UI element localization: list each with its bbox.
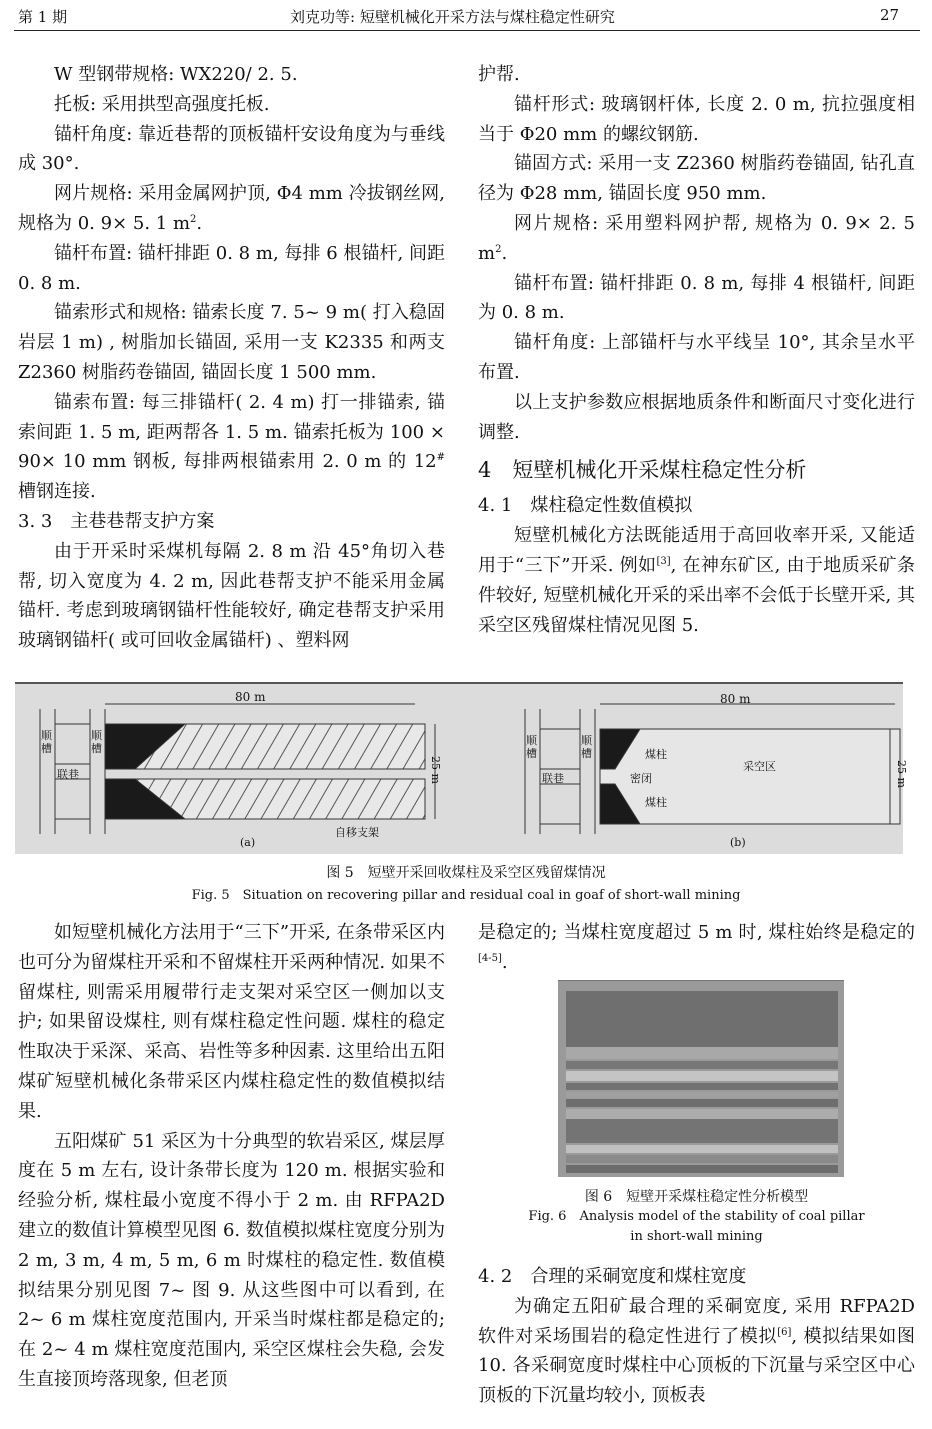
paragraph: 五阳煤矿 51 采区为十分典型的软岩采区, 煤层厚度在 5 m 左右, 设计条带长度为 120 m. 根据实验和经验分析, 煤柱最小宽度不得小于 2 m. 由 RFPA2D 建立的数值计算模型见图 6. 数值模拟煤柱宽度分别为 2 m, 3 m, 4 m, 5 m, 6 m 时煤柱的稳定性. 数值模拟结果分别见图 7~ 图 9. 从这些图中可以看到, 在 2~ 6 m 煤柱宽度范围内, 开采当时煤柱都是稳定的; 在 2~ 4 m 煤柱宽度范围内, 采空区煤柱会失稳, 会发生直接顶垮落现象, 但老顶	[18, 1130, 445, 1390]
paragraph	[18, 388, 445, 507]
paragraph: 护帮.	[478, 64, 520, 85]
paragraph: 由于开采时采煤机每隔 2. 8 m 沿 45°角切入巷帮, 切入宽度为 4. 2 m, 因此巷帮支护不能采用金属锚杆. 考虑到玻璃钢锚杆性能较好, 确定巷帮支护采用玻璃钢锚杆( 或可回收金属锚杆) 、塑料网	[18, 540, 445, 652]
text: 是稳定的; 当煤柱宽度超过 5 m 时, 煤柱始终是稳定的	[478, 922, 915, 943]
issue-number: 第 1 期	[18, 8, 68, 26]
superscript: 2	[495, 243, 502, 255]
section-heading-3-3: 3. 3 主巷巷帮支护方案	[18, 510, 215, 532]
paragraph: 锚杆布置: 锚杆排距 0. 8 m, 每排 4 根锚杆, 间距为 0. 8 m.	[478, 272, 915, 324]
superscript: #	[436, 452, 445, 464]
citation: [6]	[777, 1326, 792, 1338]
paragraph: 托板: 采用拱型高强度托板.	[54, 93, 270, 115]
pillar-label: 煤柱	[645, 796, 667, 809]
right-column-bottom-a	[478, 918, 915, 978]
paragraph: 锚固方式: 采用一支 Z2360 树脂药卷锚固, 钻孔直径为 Φ28 mm, 锚固长度 950 mm.	[478, 153, 915, 205]
figure-5-caption-cn: 图 5 短壁开采回收煤柱及采空区残留煤情况	[326, 865, 606, 881]
paragraph: 锚杆角度: 靠近巷帮的顶板锚杆安设角度为与垂线成 30°.	[18, 123, 445, 175]
paragraph	[478, 1292, 915, 1411]
pillar-label: 煤柱	[645, 748, 667, 761]
paragraph	[478, 918, 915, 978]
gateway-label: 顺槽	[526, 734, 537, 760]
subfigure-a-label: (a)	[240, 836, 256, 849]
right-column-bottom-b	[478, 1262, 915, 1411]
diagram-a	[40, 704, 435, 834]
figure-5-caption-en: Fig. 5 Situation on recovering pillar and residual coal in goaf of short-wall mining	[191, 888, 741, 903]
section-heading-4-2: 4. 2 合理的采硐宽度和煤柱宽度	[478, 1266, 747, 1287]
section-heading-4: 4 短壁机械化开采煤柱稳定性分析	[478, 458, 807, 483]
left-column-bottom	[18, 918, 445, 1395]
support-label: 自移支架	[335, 826, 379, 839]
crossway-label: 联巷	[57, 768, 79, 781]
text: .	[501, 951, 508, 973]
paragraph: 以上支护参数应根据地质条件和断面尺寸变化进行调整.	[478, 391, 915, 443]
text: 为确定五阳矿最合理的采硐宽度, 采用 RFPA2D 软件对采场围岩的稳定性进行了模拟	[478, 1295, 915, 1347]
running-title: 刘克功等: 短壁机械化开采方法与煤柱稳定性研究	[290, 8, 615, 26]
paragraph: W 型钢带规格: WX220/ 2. 5.	[54, 64, 298, 85]
width-label-a: 80 m	[235, 690, 266, 704]
figure-6-caption-cn: 图 6 短壁开采煤柱稳定性分析模型	[584, 1189, 809, 1205]
paragraph	[18, 179, 445, 239]
paragraph	[478, 209, 915, 269]
figure-6-caption-en: Fig. 6 Analysis model of the stability of coal pillar	[528, 1209, 865, 1224]
figure-6-caption	[478, 1187, 915, 1247]
paragraph: 锚杆布置: 锚杆排距 0. 8 m, 每排 6 根锚杆, 间距 0. 8 m.	[18, 242, 445, 294]
figure-6-model-image	[558, 980, 844, 1177]
figure-5	[15, 682, 908, 854]
seal-label: 密闭	[630, 772, 652, 785]
height-label-b: 25 m	[895, 760, 908, 788]
superscript: 2	[190, 213, 197, 225]
diagram-b	[525, 704, 900, 834]
subfigure-b-label: (b)	[730, 836, 746, 849]
width-label-b: 80 m	[720, 692, 751, 706]
citation: [3]	[656, 555, 671, 567]
paragraph	[478, 521, 915, 640]
page-number: 27	[880, 6, 900, 24]
citation: [4-5]	[478, 952, 502, 964]
text: 锚索布置: 每三排锚杆( 2. 4 m) 打一排锚索, 锚索间距 1. 5 m, 距两帮各 1. 5 m. 锚索托板为 100 × 90× 10 mm 钢板, 每排两根锚索用 2. 0 m 的 12	[18, 391, 445, 473]
goaf-label: 采空区	[743, 760, 776, 773]
figure-6-strata	[558, 981, 844, 1177]
gateway-label: 顺槽	[91, 729, 102, 755]
text: , 模拟结果如图 10. 各采硐宽度时煤柱中心顶板的下沉量与采空区中心顶板的下沉量均较小, 顶板表	[478, 1325, 915, 1407]
paragraph: 如短壁机械化方法用于“三下”开采, 在条带采区内也可分为留煤柱开采和不留煤柱开采两种情况. 如果不留煤柱, 则需采用履带行走支架对采空区一侧加以支护; 如果留设煤柱, 则有煤柱稳定性问题. 煤柱的稳定性取决于采深、采高、岩性等多种因素. 这里给出五阳煤矿短壁机械化条带采区内煤柱稳定性的数值模拟结果.	[18, 922, 445, 1122]
figure-6-caption-en: in short-wall mining	[630, 1229, 763, 1244]
gateway-label: 顺槽	[581, 734, 592, 760]
text: .	[196, 212, 203, 234]
text: 网片规格: 采用塑料网护帮, 规格为 0. 9× 2. 5 m	[478, 212, 915, 264]
header-rule	[14, 30, 920, 31]
text: 短壁机械化方法既能适用于高回收率开采, 又能适用于“三下”开采. 例如	[478, 525, 915, 576]
text: 网片规格: 采用金属网护顶, Φ4 mm 冷拔钢丝网, 规格为 0. 9× 5. 1 m	[18, 183, 445, 234]
paragraph: 锚杆形式: 玻璃钢杆体, 长度 2. 0 m, 抗拉强度相当于 Φ20 mm 的螺纹钢筋.	[478, 93, 915, 145]
paragraph: 锚索形式和规格: 锚索长度 7. 5~ 9 m( 打入稳固岩层 1 m) , 树脂加长锚固, 采用一支 K2335 和两支 Z2360 树脂药卷锚固, 锚固长度 1 500 mm.	[18, 302, 445, 383]
right-column-top	[478, 60, 915, 640]
text: , 在神东矿区, 由于地质采矿条件较好, 短壁机械化开采的采出率不会低于长壁开采, 其采空区残留煤柱情况见图 5.	[478, 554, 915, 636]
section-heading-4-1: 4. 1 煤柱稳定性数值模拟	[478, 495, 693, 517]
text: .	[501, 242, 508, 264]
left-column-top	[18, 60, 445, 656]
gateway-label: 顺槽	[41, 729, 52, 755]
text: 槽钢连接.	[18, 481, 96, 503]
paragraph: 锚杆角度: 上部锚杆与水平线呈 10°, 其余呈水平布置.	[478, 332, 915, 383]
crossway-label: 联巷	[542, 772, 564, 785]
height-label-a: 25 m	[429, 756, 442, 784]
